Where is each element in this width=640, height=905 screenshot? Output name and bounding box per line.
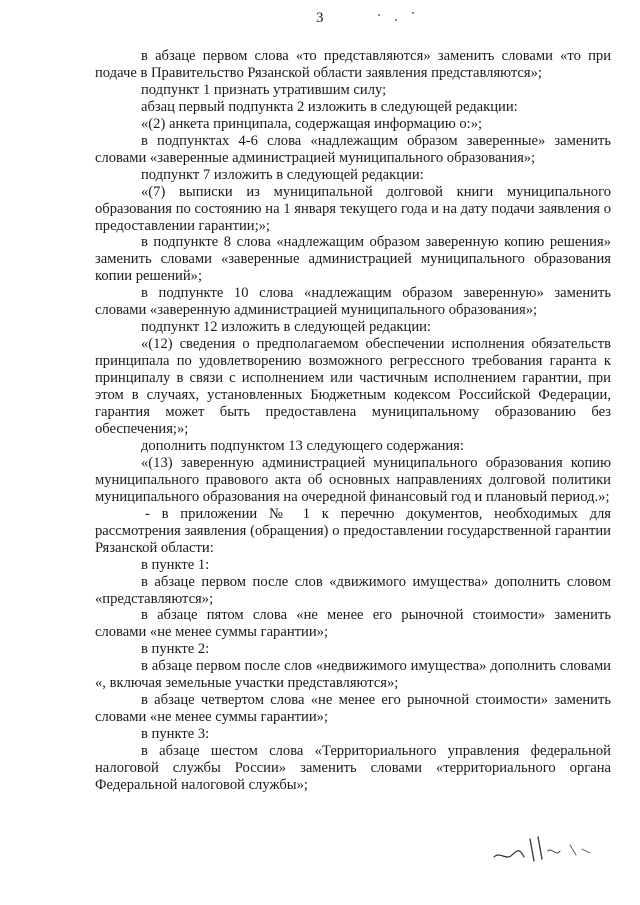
paragraph: в пункте 1: bbox=[141, 556, 210, 573]
paragraph: в абзаце первом после слов «недвижимого имущества» дополнить словами «, включая земельные участки представляются»; bbox=[95, 658, 611, 692]
scan-speck bbox=[412, 12, 414, 14]
paragraph: подпункт 7 изложить в следующей редакции: bbox=[141, 166, 424, 183]
paragraph: абзац первый подпункта 2 изложить в следующей редакции: bbox=[141, 98, 518, 115]
paragraph: в пункте 2: bbox=[141, 641, 210, 658]
paragraph: дополнить подпунктом 13 следующего содержания: bbox=[141, 437, 464, 454]
paragraph: в подпунктах 4-6 слова «надлежащим образом заверенные» заменить словами «заверенные администрацией муниципального образования»; bbox=[95, 132, 611, 166]
paragraph: подпункт 12 изложить в следующей редакции: bbox=[141, 319, 432, 336]
paragraph: в подпункте 8 слова «надлежащим образом заверенную копию решения» заменить словами «заверенные администрацией муниципального образования копии решений»; bbox=[95, 234, 611, 285]
paragraph: - в приложении № 1 к перечню документов, необходимых для рассмотрения заявления (обращения) о предоставлении государственной гарантии Рязанской области: bbox=[95, 505, 611, 556]
scan-speck bbox=[395, 19, 397, 21]
paragraph: в абзаце шестом слова «Территориального управления федеральной налоговой службы России» заменить словами «территориального органа Федеральной налоговой службы»; bbox=[95, 743, 611, 793]
paragraph: в абзаце первом слова «то представляются» заменить словами «то при подаче в Правительство Рязанской области заявления представляются»; bbox=[95, 48, 611, 81]
paragraph: в абзаце первом после слов «движимого имущества» дополнить словом «представляются»; bbox=[95, 573, 611, 607]
paragraph: «(7) выписки из муниципальной долговой книги муниципального образования по состоянию на 1 января текущего года и на дату подачи заявления о предоставлении гарантии;»; bbox=[95, 183, 611, 234]
paragraph: в абзаце пятом слова «не менее его рыночной стоимости» заменить словами «не менее суммы гарантии»; bbox=[95, 607, 611, 641]
paragraph: «(2) анкета принципала, содержащая информацию о:»; bbox=[141, 115, 483, 132]
paragraph: в пункте 3: bbox=[141, 726, 210, 743]
paragraph: «(12) сведения о предполагаемом обеспечении исполнения обязательств принципала по удовлетворению возможного регрессного требования гаранта к принципалу в связи с исполнением или частичным исполнением гарантии, при этом в случаях, установленных Бюджетным кодексом Российской Федерации, гарантия может быть предоставлена муниципальному образованию без обеспечения;»; bbox=[95, 336, 611, 437]
scan-speck bbox=[378, 14, 380, 16]
page-number: 3 bbox=[316, 10, 324, 26]
paragraph: в абзаце четвертом слова «не менее его рыночной стоимости» заменить словами «не менее суммы гарантии»; bbox=[95, 692, 611, 726]
initials-signature bbox=[490, 831, 600, 865]
paragraph: «(13) заверенную администрацией муниципального образования копию муниципального правового акта об основных направлениях долговой политики муниципального образования на очередной финансовый год и плановый период.»; bbox=[95, 454, 611, 505]
paragraph: в подпункте 10 слова «надлежащим образом заверенную» заменить словами «заверенную администрацией муниципального образования»; bbox=[95, 285, 611, 319]
document-body bbox=[95, 48, 611, 794]
paragraph: подпункт 1 признать утратившим силу; bbox=[141, 81, 387, 98]
